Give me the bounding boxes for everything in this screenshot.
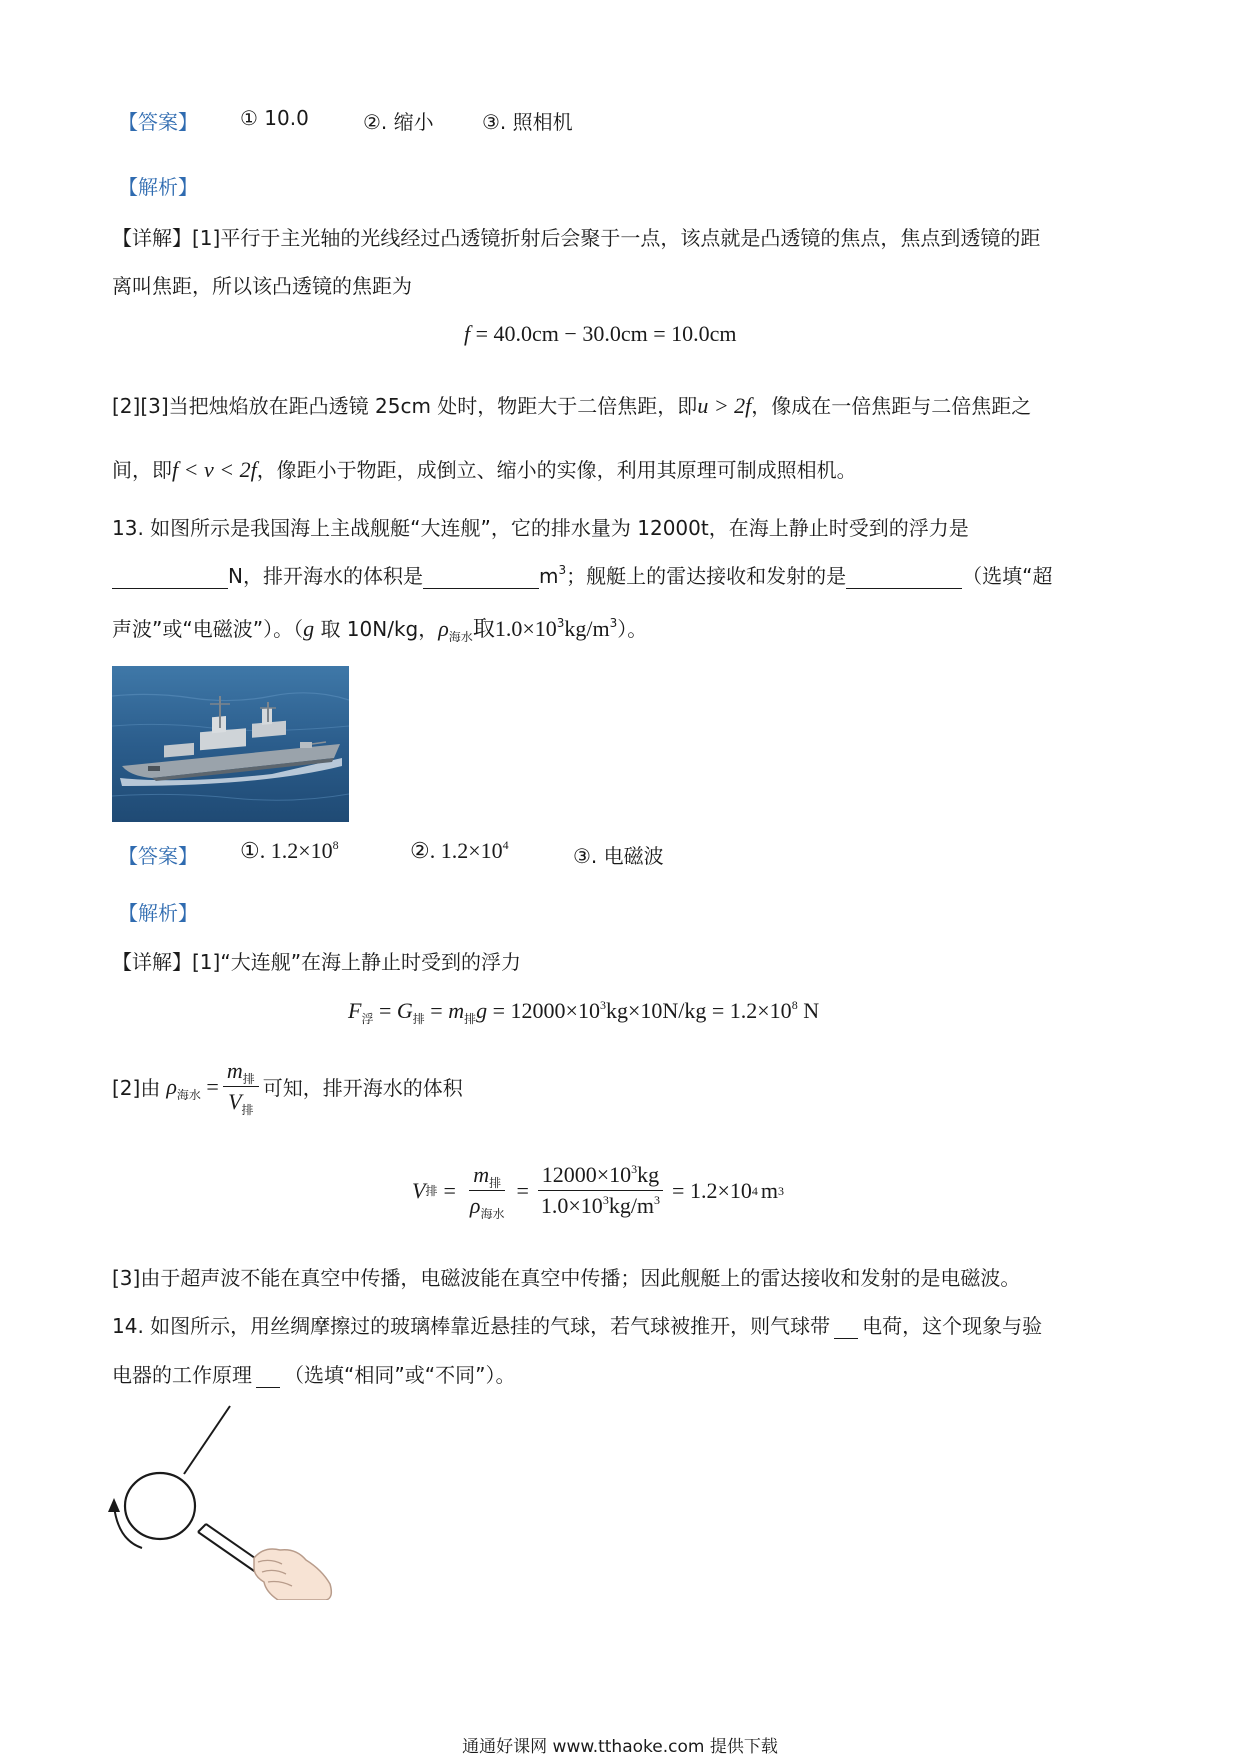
answer-13-3: ③. 电磁波 bbox=[573, 844, 664, 868]
eq2-den: 1.0×10 bbox=[540, 1193, 603, 1218]
q14-stem-line1 bbox=[112, 1310, 1042, 1339]
p23b-prefix: 间，即 bbox=[112, 458, 172, 482]
a1-exp: 8 bbox=[332, 838, 339, 852]
p2-suffix: 可知，排开海水的体积 bbox=[262, 1076, 463, 1100]
eq2-frac1: $\frac{m_排}{\rho_{海水}}$ bbox=[469, 1162, 505, 1221]
detail-13-text: [1]“大连舰”在海上静止时受到的浮力 bbox=[192, 950, 522, 974]
answer-tag-13: 【答案】 bbox=[118, 844, 198, 868]
hand-icon bbox=[254, 1549, 331, 1600]
q14-blank-2 bbox=[256, 1363, 280, 1388]
eq2-result: = 1.2×10 bbox=[672, 1177, 752, 1203]
stem3-e: ）。 bbox=[617, 617, 648, 641]
eq1-sub-pai2: 排 bbox=[464, 1012, 477, 1026]
q14-d: （选填“相同”或“不同”）。 bbox=[284, 1363, 516, 1387]
eq2-rho: ρ bbox=[469, 1193, 481, 1218]
stem3-c: 取1.0×10 bbox=[472, 616, 557, 641]
analysis-tag-13: 【解析】 bbox=[118, 901, 198, 925]
detail-13-p3: [3]由于超声波不能在真空中传播，电磁波能在真空中传播；因此舰艇上的雷达接收和发射的是电磁波。 bbox=[112, 1266, 1021, 1290]
q13-stem-line1: 13. 如图所示是我国海上主战舰艇“大连舰”，它的排水量为 12000t，在海上静止时受到的浮力是 bbox=[112, 516, 969, 540]
p2-fraction: $\frac{m_排}{V_排}$ bbox=[223, 1058, 259, 1115]
answer-12-1: ① 10.0 bbox=[240, 106, 309, 130]
stem3-a: 声波”或“电磁波”）。（ bbox=[112, 617, 304, 641]
eq2-V: V bbox=[412, 1177, 426, 1203]
q14-a: 14. 如图所示，用丝绸摩擦过的玻璃棒靠近悬挂的气球，若气球被推开，则气球带 bbox=[112, 1314, 831, 1338]
a2-prefix: ②. 1.2×10 bbox=[410, 838, 503, 863]
blank-3 bbox=[846, 564, 962, 589]
stem3-b: 取 10N/kg， bbox=[314, 617, 439, 641]
eq1-m: m bbox=[448, 998, 465, 1023]
detail-tag: 【详解】 bbox=[112, 226, 192, 250]
p23-suffix: ，像成在一倍焦距与二倍焦距之 bbox=[751, 394, 1032, 418]
eq2-num-unit: kg bbox=[637, 1162, 660, 1187]
stem2-b: m bbox=[538, 564, 559, 588]
eq1-F: F bbox=[348, 998, 362, 1023]
stem3-d: kg/m bbox=[564, 616, 610, 641]
answer-13-2 bbox=[410, 838, 509, 864]
eq1-unit: N bbox=[797, 998, 820, 1023]
answer-12-2: ②. 缩小 bbox=[363, 110, 434, 134]
blank-2 bbox=[423, 564, 539, 589]
detail-12-p23b bbox=[112, 454, 857, 483]
p2-rho-group: $\rho_{海水}$ = bbox=[166, 1073, 219, 1102]
p23-math: u > 2f bbox=[697, 393, 752, 418]
equation-volume: V 排 = $\frac{m_排}{\rho_{海水}}$ = $\frac{12000\times 10^3kg}{1.0\times 10^3kg/m^3}$ = 1.2×10 4 m 3 bbox=[412, 1162, 784, 1221]
a2-exp: 4 bbox=[502, 838, 509, 852]
eq1-kg: kg×10N/kg = 1.2×10 bbox=[605, 998, 792, 1023]
q13-stem-line3: 声波”或“电磁波”）。（g 取 10N/kg，$\rho_{海水}$取$1.0\times 10^3kg/m^3$）。 bbox=[112, 616, 648, 644]
ship-photo bbox=[112, 666, 349, 822]
p2-rho: ρ bbox=[166, 1073, 177, 1099]
stem3-rho: ρ bbox=[438, 616, 449, 641]
eq2-frac2: $\frac{12000\times 10^3kg}{1.0\times 10^3kg/m^3}$ bbox=[537, 1162, 664, 1219]
eq1-G: G bbox=[396, 998, 413, 1023]
eq1-g: g bbox=[476, 998, 488, 1023]
p2-sub: 海水 bbox=[176, 1087, 201, 1102]
eq-f: f bbox=[464, 321, 471, 346]
detail-13-line1 bbox=[112, 946, 521, 975]
detail-text: [1]平行于主光轴的光线经过凸透镜折射后会聚于一点，该点就是凸透镜的焦点，焦点到透镜的距 bbox=[192, 226, 1041, 250]
p23b-suffix: ，像距小于物距，成倒立、缩小的实像，利用其原理可制成照相机。 bbox=[256, 458, 857, 482]
eq1-rest: = 12000×10 bbox=[487, 998, 600, 1023]
eq2-sub-sea: 海水 bbox=[480, 1207, 505, 1221]
answer-12-3: ③. 照相机 bbox=[482, 110, 573, 134]
a1-prefix: ①. 1.2×10 bbox=[240, 838, 333, 863]
q14-stem-line2 bbox=[112, 1359, 515, 1388]
detail-12-line1 bbox=[112, 222, 1040, 251]
footer: 通通好课网 www.tthaoke.com 提供下载 bbox=[462, 1737, 778, 1757]
eq2-num: 12000×10 bbox=[541, 1162, 632, 1187]
p2-V: V bbox=[228, 1089, 242, 1114]
blank-1 bbox=[112, 564, 228, 589]
p23b-math: f < v < 2f bbox=[172, 457, 257, 482]
eq2-den-unit: kg/m bbox=[608, 1193, 655, 1218]
eq1-sub-fu: 浮 bbox=[361, 1012, 374, 1026]
eq-f-rhs: = 40.0cm − 30.0cm = 10.0cm bbox=[470, 321, 737, 346]
q13-stem-line2: N，排开海水的体积是 $m^3$；舰艇上的雷达接收和发射的是 （选填“超 bbox=[112, 560, 1052, 589]
q14-b: 电荷，这个现象与验 bbox=[862, 1314, 1043, 1338]
p2-m: m bbox=[226, 1058, 243, 1083]
eq1-sub-pai: 排 bbox=[412, 1012, 425, 1026]
eq2-result-unit: m bbox=[760, 1177, 778, 1203]
detail-13-p2 bbox=[112, 1058, 463, 1115]
detail-12-p23 bbox=[112, 390, 1031, 419]
p23-prefix: [2][3]当把烛焰放在距凸透镜 25cm 处时，物距大于二倍焦距，即 bbox=[112, 394, 698, 418]
equation-focal-length bbox=[464, 321, 736, 347]
analysis-tag-12: 【解析】 bbox=[118, 175, 198, 199]
balloon-rod-diagram bbox=[108, 1400, 348, 1600]
stem3-sub: 海水 bbox=[448, 630, 473, 644]
stem3-g: g bbox=[303, 616, 315, 641]
stem2-d: （选填“超 bbox=[962, 564, 1053, 588]
p2-prefix: [2]由 bbox=[112, 1076, 161, 1100]
stem2-a: N，排开海水的体积是 bbox=[228, 564, 423, 588]
q14-c: 电器的工作原理 bbox=[112, 1363, 252, 1387]
stem2-c: ；舰艇上的雷达接收和发射的是 bbox=[566, 564, 847, 588]
equation-buoyancy: $F_浮 = G_排 = m_排g = 12000\times 10^3kg\times 10N/kg = 1.2\times 10^8$ N bbox=[348, 998, 820, 1026]
answer-tag-12: 【答案】 bbox=[118, 110, 198, 134]
detail-tag-13: 【详解】 bbox=[112, 950, 192, 974]
answer-13-1 bbox=[240, 838, 339, 864]
q14-blank-1 bbox=[834, 1314, 858, 1339]
detail-12-line2: 离叫焦距，所以该凸透镜的焦距为 bbox=[112, 274, 412, 298]
eq2-m: m bbox=[473, 1162, 490, 1187]
